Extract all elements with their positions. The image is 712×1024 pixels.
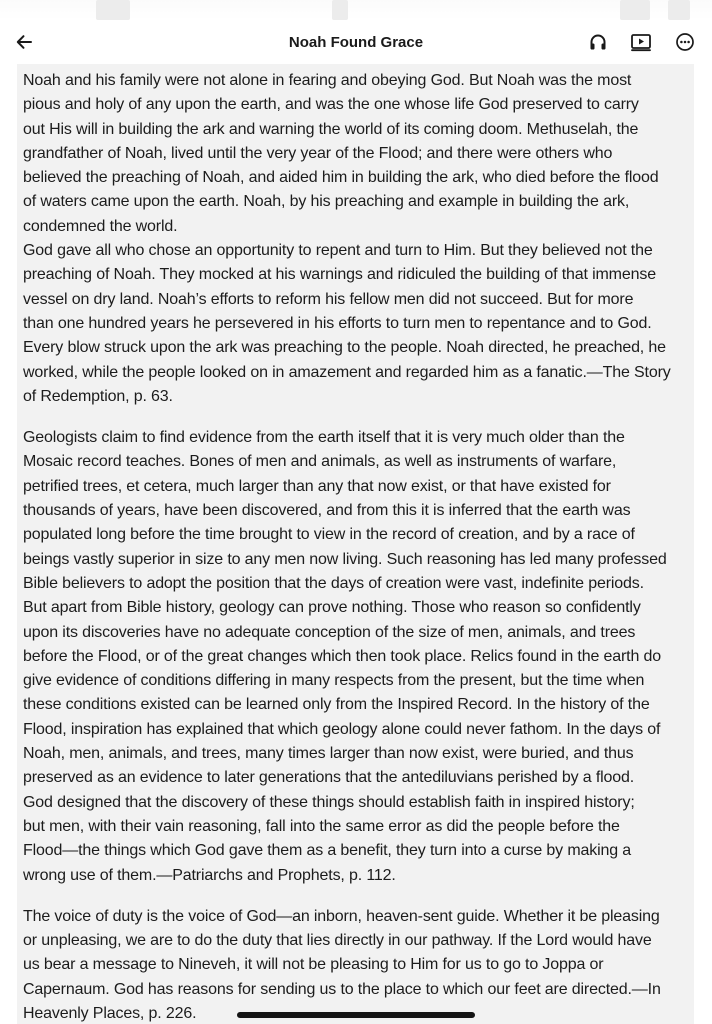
paragraph: Noah and his family were not alone in fearing and obeying God. But Noah was the most pious and holy of any upon the earth, and was the one whose life God preserved to carry out His will in building the ark and warning the world of its coming doom. Methuselah, the grandfather of Noah, lived until the very year of the Flood; and there were others who believed the preaching of Noah, and aided him in building the ark, who died before the flood of waters came upon the earth. Noah, by his preaching and example in building the ark, condemned the world. God gave all who chose an opportunity to repent and turn to Him. But they believed not the preaching of Noah. They mocked at his warnings and ridiculed the building of that immense vessel on dry land. Noah’s efforts to reform his fellow men did not succeed. But for more than one hundred years he persevered in his efforts to turn men to repentance and to God. Every blow struck upon the ark was preaching to the people. Noah directed, he preached, he worked, while the people looked on in amazement and regarded him as a fanatic.—The Story of Redemption, p. 63. — [23, 72, 671, 405]
top-app-bar — [0, 20, 712, 64]
play-video-icon — [630, 32, 652, 52]
status-bar — [0, 0, 712, 20]
paragraph: The voice of duty is the voice of God—an inborn, heaven-sent guide. Whether it be pleasing or unpleasing, we are to do the duty that lies directly in our pathway. If the Lord would have us bear a message to Nineveh, it will not be pleasing to Him for us to go to Joppa or Capernaum. God has reasons for sending us to the place to which our feet are directed.—In Heavenly Places, p. 226. — [23, 907, 661, 1022]
page-title: Noah Found Grace — [288, 34, 424, 51]
reading-content[interactable] — [17, 64, 694, 1024]
watch-video-button[interactable] — [629, 30, 653, 54]
home-indicator[interactable] — [237, 1012, 475, 1018]
more-options-button[interactable] — [673, 30, 697, 54]
more-options-icon — [675, 32, 695, 52]
paragraph: Geologists claim to find evidence from the earth itself that it is very much older than the Mosaic record teaches. Bones of men and animals, as well as instruments of warfare, petrified trees, et cetera, much larger than any that now exist, or that have existed for thousands of years, have been discovered, and from this it is inferred that the earth was populated long before the time brought to view in the record of creation, and by a race of beings vastly superior in size to any men now living. Such reasoning has led many professed Bible believers to adopt the position that the days of creation were vast, indefinite periods. But apart from Bible history, geology can prove nothing. Those who reason so confidently upon its discoveries have no adequate conception of the size of men, animals, and trees before the Flood, or of the great changes which then took place. Relics found in the earth do give evidence of conditions differing in many respects from the present, but the time when these conditions existed can be learned only from the Inspired Record. In the history of the Flood, inspiration has explained that which geology alone could never fathom. In the days of Noah, men, animals, and trees, many times larger than now exist, were buried, and thus preserved as an evidence to later generations that the antediluvians perished by a flood. God designed that the discovery of these things should establish faith in inspired history; but men, with their vain reasoning, fall into the same error as did the people before the Flood—the things which God gave them as a benefit, they turn into a curse by making a wrong use of them.—Patriarchs and Prophets, p. 112. — [23, 429, 667, 884]
headphones-icon — [588, 32, 608, 52]
listen-audio-button[interactable] — [586, 30, 610, 54]
